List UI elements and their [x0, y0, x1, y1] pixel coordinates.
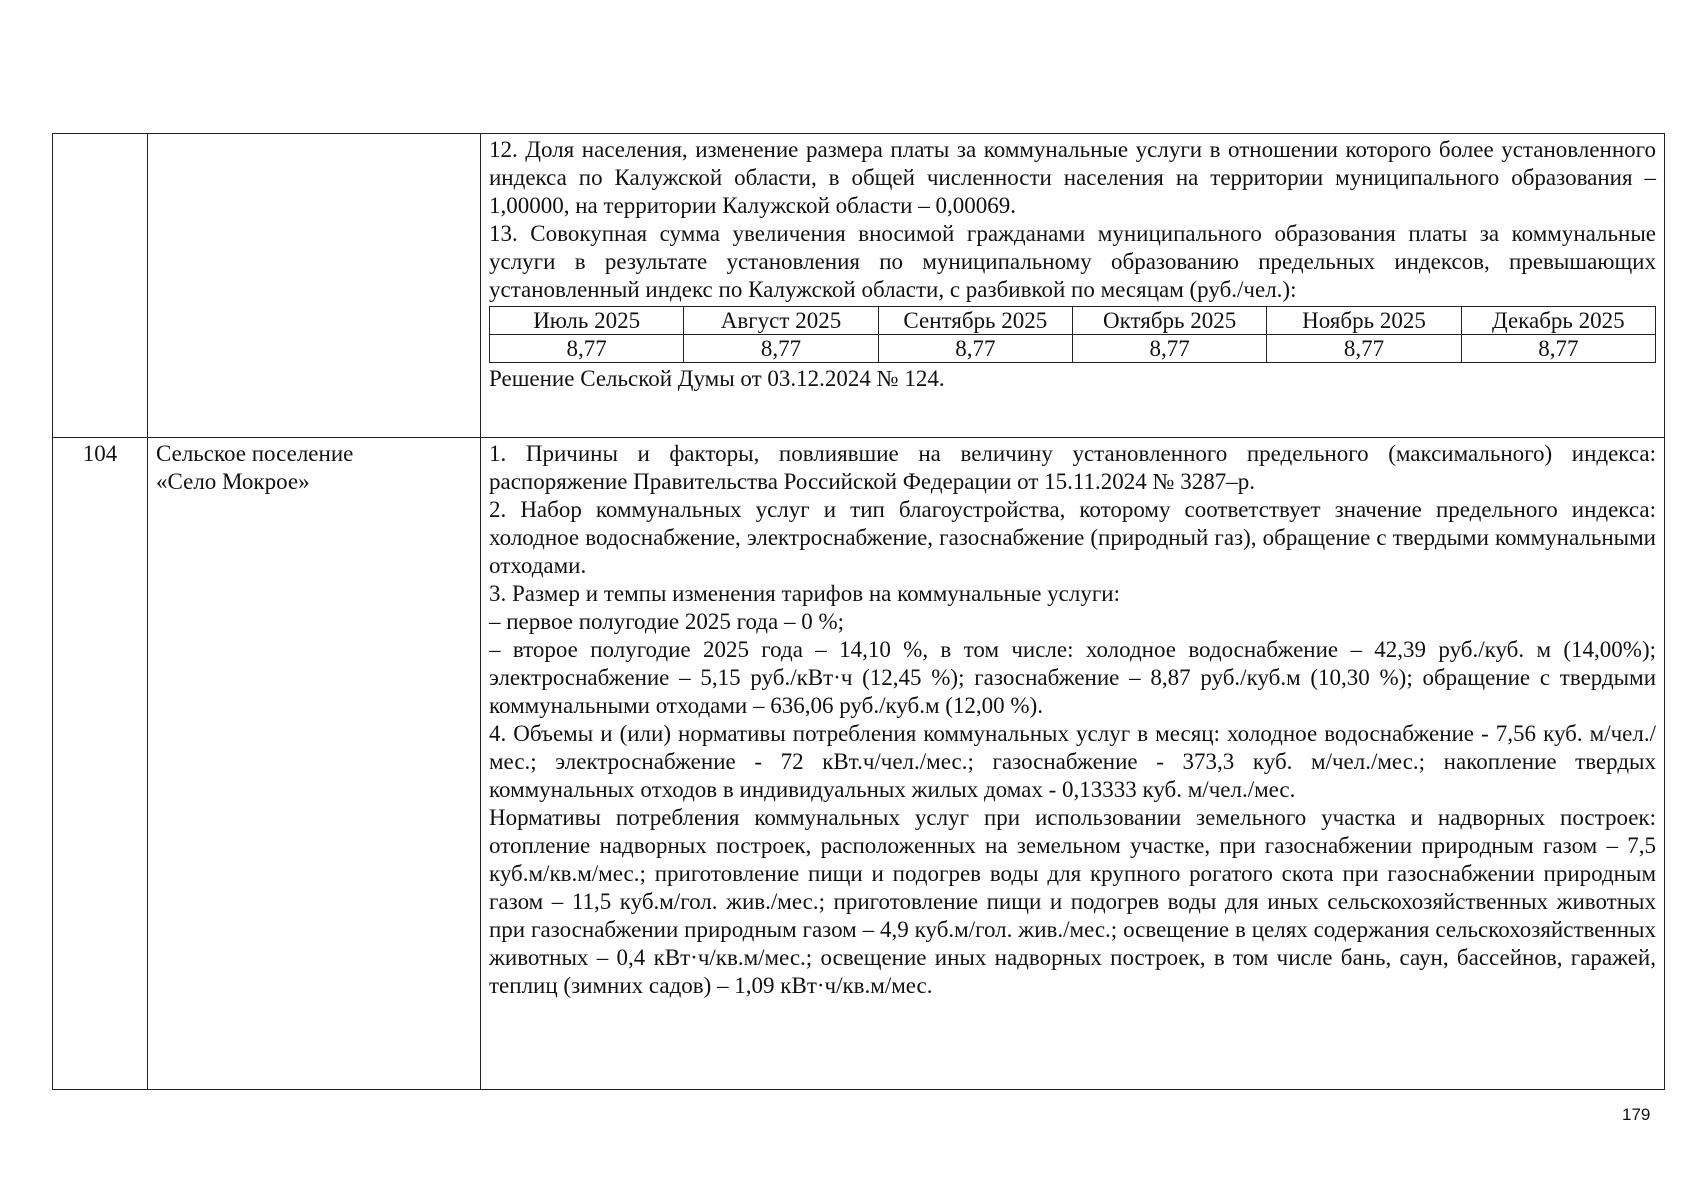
table-row-continued [53, 134, 1665, 438]
month-header: Декабрь 2025 [1461, 307, 1655, 335]
item-3-second-half: – второе полугодие 2025 года – 14,10 %, в том числе: холодное водоснабжение – 42,39 руб./куб. м (14,00%); электроснабжение – 5,15 руб./кВт·ч (12,45 %); газоснабжение – 8,87 руб./куб.м (10,30 %); обращение с твердыми коммунальными отходами – 636,06 руб./куб.м (12,00 %). [489, 637, 1656, 718]
month-value: 8,77 [878, 335, 1072, 363]
month-value: 8,77 [684, 335, 878, 363]
month-value: 8,77 [1072, 335, 1266, 363]
month-value: 8,77 [1461, 335, 1655, 363]
page-number: 179 [1622, 1105, 1651, 1124]
item-3-title: 3. Размер и темпы изменения тарифов на коммунальные услуги: [489, 581, 1120, 606]
table-row-104 [53, 438, 1665, 1090]
row-number-cell: 104 [53, 438, 148, 1090]
municipality-cell [148, 438, 481, 1090]
info-cell [481, 438, 1665, 1090]
decision-text: Решение Сельской Думы от 03.12.2024 № 124. [489, 366, 945, 391]
row-number-cell [53, 134, 148, 438]
month-header: Октябрь 2025 [1072, 307, 1266, 335]
month-header: Июль 2025 [490, 307, 684, 335]
monthly-increase-table [489, 306, 1656, 363]
item-4: 4. Объемы и (или) нормативы потребления коммунальных услуг в месяц: холодное водоснабжение - 7,56 куб. м/чел./мес.; электроснабжение - 72 кВт.ч/чел./мес.; газоснабжение - 373,3 куб. м/чел./мес.; накопление твердых коммунальных отходов в индивидуальных жилых домах - 0,13333 куб. м/чел./мес. [489, 721, 1656, 802]
municipality-name-line-1: Сельское поселение [156, 441, 354, 466]
info-cell [481, 134, 1665, 438]
months-row [490, 307, 1656, 335]
month-header: Сентябрь 2025 [878, 307, 1072, 335]
month-header: Ноябрь 2025 [1267, 307, 1461, 335]
item-13: 13. Совокупная сумма увеличения вносимой гражданами муниципального образования платы за коммунальные услуги в результате установления по муниципальному образованию предельных индексов, превышающих установленный индекс по Калужской области, с разбивкой по месяцам (руб./чел.): [489, 221, 1656, 302]
municipality-name-line-2: «Село Мокрое» [156, 469, 310, 494]
item-4-norms: Нормативы потребления коммунальных услуг при использовании земельного участка и надворных построек: отопление надворных построек, расположенных на земельном участке, при газоснабжении природным газом – 7,5 куб.м/кв.м/мес.; приготовление пищи и подогрев воды для крупного рогатого скота при газоснабжении природным газом – 11,5 куб.м/гол. жив./мес.; приготовление пищи и подогрев воды для иных сельскохозяйственных животных при газоснабжении природным газом – 4,9 куб.м/гол. жив./мес.; освещение в целях содержания сельскохозяйственных животных – 0,4 кВт·ч/кв.м/мес.; освещение иных надворных построек, в том числе бань, саун, бассейнов, гаражей, теплиц (зимних садов) – 1,09 кВт·ч/кв.м/мес. [489, 805, 1656, 998]
item-12: 12. Доля населения, изменение размера платы за коммунальные услуги в отношении которого более установленного индекса по Калужской области, в общей численности населения на территории муниципального образования – 1,00000, на территории Калужской области – 0,00069. [489, 137, 1656, 218]
month-value: 8,77 [1267, 335, 1461, 363]
month-header: Август 2025 [684, 307, 878, 335]
item-3-first-half: – первое полугодие 2025 года – 0 %; [489, 609, 845, 634]
month-value: 8,77 [490, 335, 684, 363]
item-2: 2. Набор коммунальных услуг и тип благоустройства, которому соответствует значение предельного индекса: холодное водоснабжение, электроснабжение, газоснабжение (природный газ), обращение с твердыми коммунальными отходами. [489, 497, 1656, 578]
document-table [52, 133, 1665, 1090]
values-row [490, 335, 1656, 363]
item-1: 1. Причины и факторы, повлиявшие на величину установленного предельного (максимального) индекса: распоряжение Правительства Российской Федерации от 15.11.2024 № 3287–р. [489, 441, 1656, 494]
municipality-cell [148, 134, 481, 438]
